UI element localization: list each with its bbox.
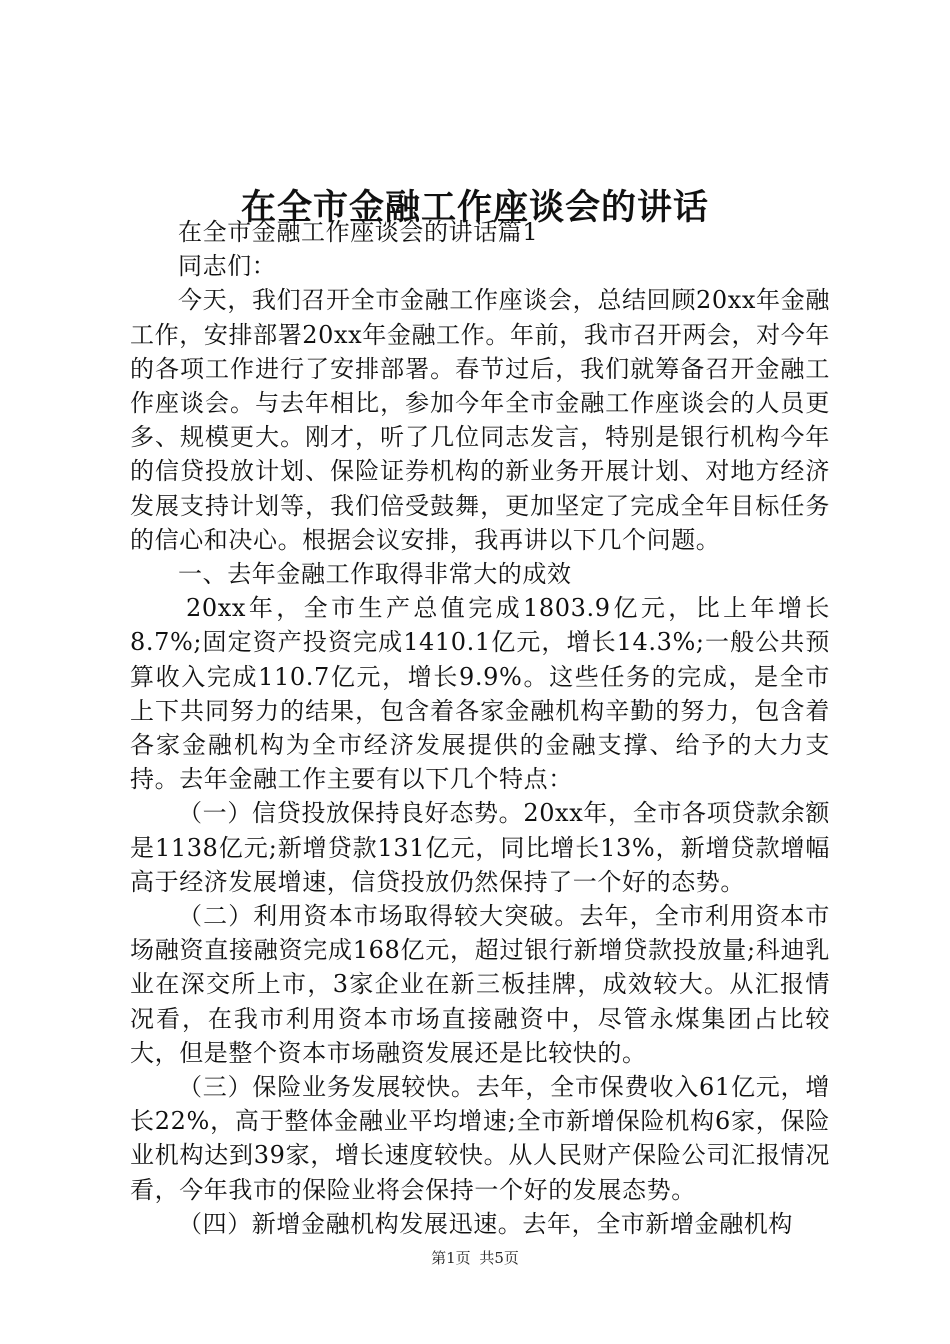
document-title: 在全市金融工作座谈会的讲话: [240, 187, 709, 228]
paragraph-point-1: （一）信贷投放保持良好态势。20xx年，全市各项贷款余额是1138亿元;新增贷款131亿元，同比增长13%，新增贷款增幅高于经济发展增速，信贷投放仍然保持了一个好的态势。: [130, 799, 830, 896]
page-total: 共5页: [479, 1249, 519, 1267]
paragraph-point-2: （二）利用资本市场取得较大突破。去年，全市利用资本市场融资直接融资完成168亿元，超过银行新增贷款投放量;科迪乳业在深交所上市，3家企业在新三板挂牌，成效较大。从汇报情况看，在我市利用资本市场直接融资中，尽管永煤集团占比较大，但是整个资本市场融资发展还是比较快的。: [130, 902, 830, 1067]
salutation: 同志们：: [178, 252, 277, 281]
document-body: [130, 215, 830, 1241]
page-footer: [0, 1248, 950, 1268]
section-heading: 一、去年金融工作取得非常大的成效: [178, 560, 572, 589]
page-number: 第1页: [431, 1249, 471, 1267]
paragraph-summary: 20xx年，全市生产总值完成1803.9亿元，比上年增长8.7%;固定资产投资完成1410.1亿元，增长14.3%;一般公共预算收入完成110.7亿元，增长9.9%。这些任务的完成，是全市上下共同努力的结果，包含着各家金融机构辛勤的努力，包含着各家金融机构为全市经济发展提供的金融支撑、给予的大力支持。去年金融工作主要有以下几个特点：: [130, 594, 830, 794]
paragraph-point-3: （三）保险业务发展较快。去年，全市保费收入61亿元，增长22%，高于整体金融业平均增速;全市新增保险机构6家，保险业机构达到39家，增长速度较快。从人民财产保险公司汇报情况看，今年我市的保险业将会保持一个好的发展态势。: [130, 1073, 830, 1204]
subtitle-line: 在全市金融工作座谈会的讲话篇1: [178, 218, 539, 246]
paragraph-intro: 今天，我们召开全市金融工作座谈会，总结回顾20xx年金融工作，安排部署20xx年金融工作。年前，我市召开两会，对今年的各项工作进行了安排部署。春节过后，我们就筹备召开金融工作座谈会。与去年相比，参加今年全市金融工作座谈会的人员更多、规模更大。刚才，听了几位同志发言，特别是银行机构今年的信贷投放计划、保险证券机构的新业务开展计划、对地方经济发展支持计划等，我们倍受鼓舞，更加坚定了完成全年目标任务的信心和决心。根据会议安排，我再讲以下几个问题。: [130, 286, 830, 554]
paragraph-point-4: （四）新增金融机构发展迅速。去年，全市新增金融机构: [178, 1209, 793, 1238]
